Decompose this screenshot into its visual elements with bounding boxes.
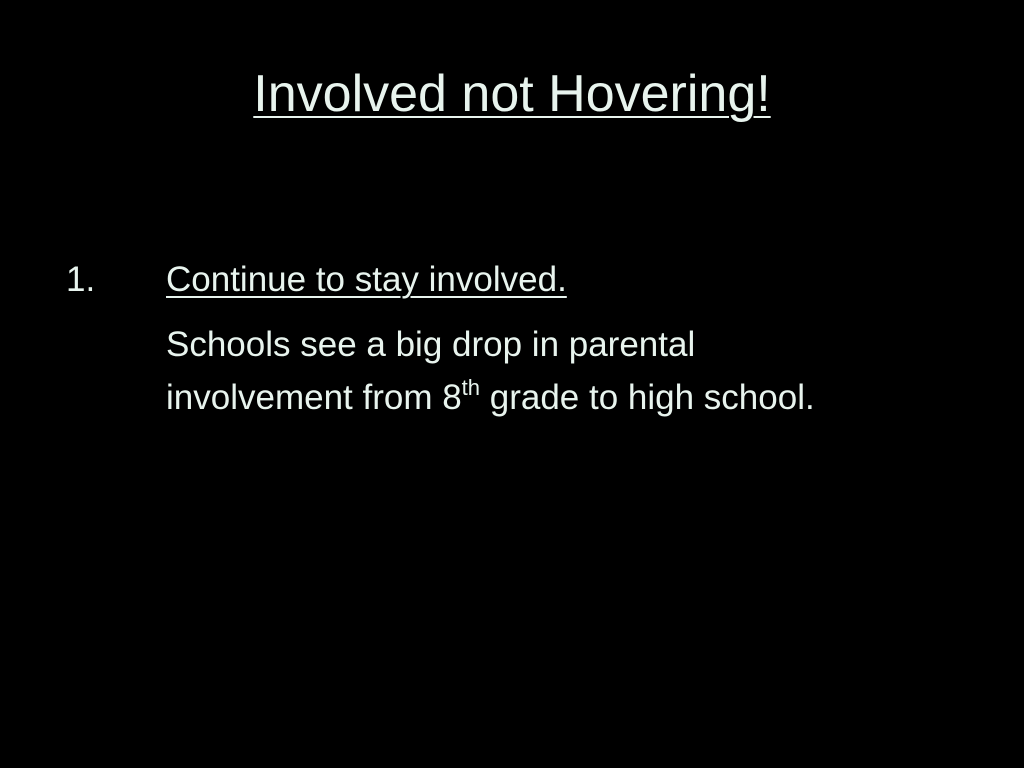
list-item-body (166, 318, 886, 424)
body-text-end: grade to high school. (480, 378, 815, 417)
list-item-number: 1. (66, 260, 96, 299)
body-text-start: Schools see a big drop in parental involvement from 8 (166, 325, 696, 417)
ordinal-superscript: th (461, 375, 481, 400)
list-item-heading: Continue to stay involved. (166, 260, 567, 299)
slide-title: Involved not Hovering! (253, 65, 771, 123)
